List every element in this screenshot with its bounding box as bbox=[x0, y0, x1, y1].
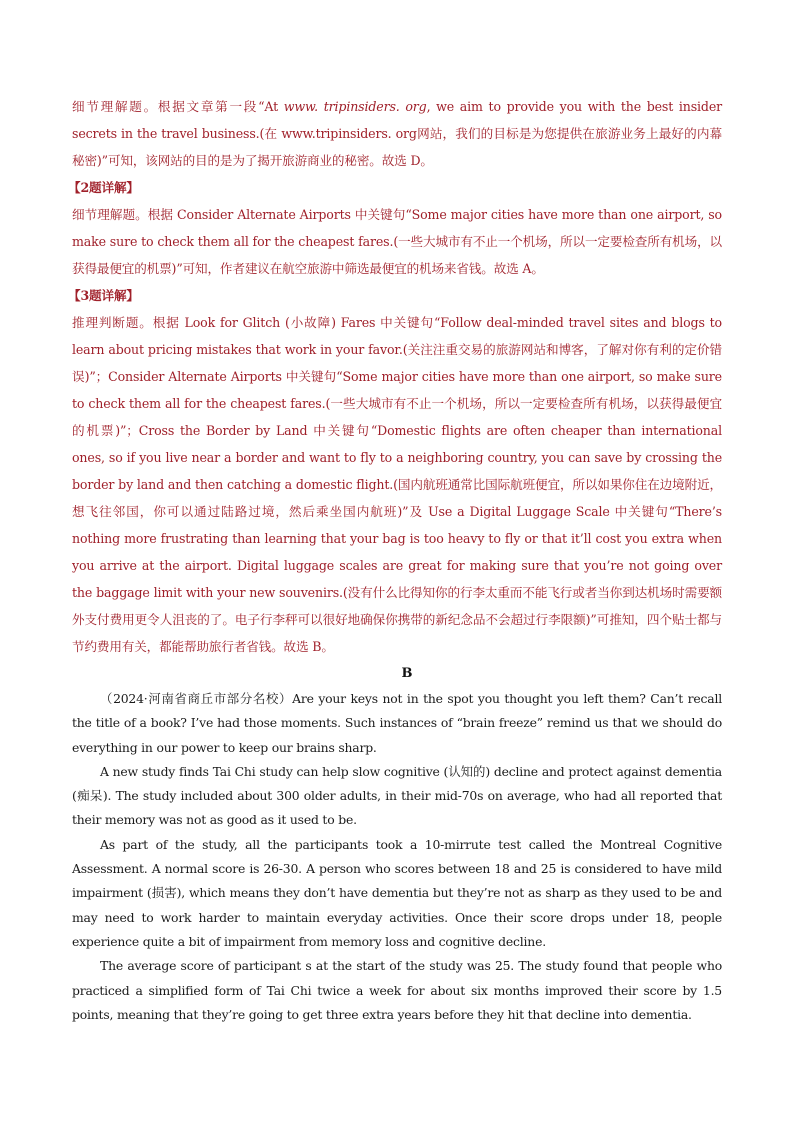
document-page bbox=[68, 93, 722, 1027]
question-3-heading: 【3题详解】 bbox=[68, 288, 139, 303]
answer-1-text-b: , we aim to provide you with the best insider secrets in the travel business.(在 www.tripinsiders. org网站，我们的目标是为您提供在旅游业务上最好的内幕秘密)”可知，该网站的目的是为了揭开旅游商业的秘密。故选 D。 bbox=[72, 99, 722, 168]
answer-1-website: www. tripinsiders. org bbox=[283, 99, 427, 114]
passage-paragraph-1: （2024·河南省商丘市部分名校）Are your keys not in the spot you thought you left them? Can’t recall the title of a book? I’ve had those moments. Such instances of “brain freeze” remind us that we should do everything in our power to keep our brains sharp. bbox=[72, 691, 722, 755]
passage-b bbox=[72, 687, 722, 1027]
section-title: B bbox=[401, 666, 413, 681]
answer-2-explanation: 细节理解题。根据 Consider Alternate Airports 中关键句“Some major cities have more than one airport, so make sure to check them all for the cheapest fares.(一些大城市有不止一个机场，所以一定要检查所有机场，以获得最便宜的机票)”可知，作者建议在航空旅游中筛选最便宜的机场来省钱。故选 A。 bbox=[72, 207, 722, 276]
answer-3-explanation: 推理判断题。根据 Look for Glitch (小故障) Fares 中关键句“Follow deal-minded travel sites and blogs to learn about pricing mistakes that work in your favor.(关注注重交易的旅游网站和博客，了解对你有利的定价错误)”；Consider Alternate Airports 中关键句“Some major cities have more than one airport, so make sure to check them all for the cheapest fares.(一些大城市有不止一个机场，所以一定要检查所有机场，以获得最便宜的机票)”；Cross the Border by Land 中关键句“Domestic flights are often cheaper than international ones, so if you live near a border and want to fly to a neighboring country, you can save by crossing the border by land and then catching a domestic flight.(国内航班通常比国际航班便宜，所以如果你住在边境附近，想飞往邻国，你可以通过陆路过境，然后乘坐国内航班)”及 Use a Digital Luggage Scale 中关键句“There’s nothing more frustrating than learning that your bag is too heavy to fly or that it’ll cost you extra when you arrive at the airport. Digital luggage scales are great for making sure that you’re not going over the baggage limit with your new souvenirs.(没有什么比得知你的行李太重而不能飞行或者当你到达机场时需要额外支付费用更令人沮丧的了。电子行李秤可以很好地确保你携带的新纪念品不会超过行李限额)”可推知，四个贴士都与节约费用有关，都能帮助旅行者省钱。故选 B。 bbox=[72, 315, 722, 654]
passage-paragraph-4: The average score of participant s at the start of the study was 25. The study found that people who practiced a simplified form of Tai Chi twice a week for about six months improved their score by 1.5 points, meaning that they’re going to get three extra years before they hit that decline into dementia. bbox=[72, 958, 722, 1022]
passage-paragraph-3: As part of the study, all the participants took a 10-mirrute test called the Montreal Cognitive Assessment. A normal score is 26-30. A person who scores between 18 and 25 is considered to have mild impairment (损害), which means they don’t have dementia but they’re not as sharp as they used to be and may need to work harder to maintain everyday activities. Once their score drops under 18, people experience quite a bit of impairment from memory loss and cognitive decline. bbox=[72, 836, 722, 949]
passage-paragraph-2: A new study finds Tai Chi study can help slow cognitive (认知的) decline and protect against dementia (痴呆). The study included about 300 older adults, in their mid-70s on average, who had all reported that their memory was not as good as it used to be. bbox=[72, 763, 722, 828]
question-2-heading: 【2题详解】 bbox=[68, 180, 139, 195]
answer-1-text-a: 细节理解题。根据文章第一段“At bbox=[72, 99, 284, 114]
answer-1-explanation bbox=[72, 93, 722, 174]
